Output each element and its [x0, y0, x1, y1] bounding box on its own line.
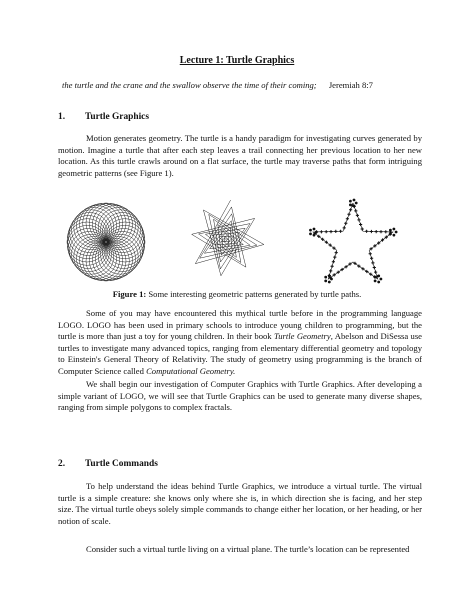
section-heading-1: [58, 112, 149, 122]
book-title: Turtle Geometry: [273, 331, 331, 342]
paragraph-4: [58, 481, 422, 527]
circle-rosette-figure: [67, 203, 145, 281]
section-number-1: 1.: [58, 112, 66, 122]
section-number-2: 2.: [58, 459, 66, 469]
paragraph-3: [58, 379, 422, 414]
paragraph-5-text: Consider such a virtual turtle living on a virtual plane. The turtle’s location can be represented: [86, 544, 410, 554]
paragraph-3-text: We shall begin our investigation of Computer Graphics with Turtle Graphics. After developing a simple variant of LOGO, we will see that Turtle Graphics can be used to generate many diverse shapes, ranging from simple polygons to complex fractals.: [58, 379, 422, 413]
paragraph-1: [58, 133, 422, 179]
figure-1-caption: [0, 289, 474, 299]
polygon-spiral-figure: [192, 200, 264, 276]
paragraph-1-text: Motion generates geometry. The turtle is a handy paradigm for investigating curves generated by motion. Imagine a turtle that after each step leaves a trail connecting her previous location to her new location. As this turtle crawls around on a flat surface, the turtle may traverse paths that form intriguing geometric patterns (see Figure 1).: [58, 133, 422, 178]
field-name: Computational Geometry.: [146, 365, 236, 376]
paragraph-2-text-b: , Abelson and DiSessa use turtles to investigate many advanced topics, ranging from elementary differential geometry and topology to Einstein's General Theory of Relativity. The study of geometry using programming is the branch of Computer Science called: [58, 331, 422, 376]
paragraph-4-text: To help understand the ideas behind Turtle Graphics, we introduce a virtual turtle. The virtual turtle is a simple creature: she knows only where she is, in which direction she is facing, and her step size. The virtual turtle obeys solely simple commands to change either her location, or her heading, or her notion of scale.: [58, 481, 422, 526]
fractal-star-figure: [309, 199, 397, 283]
figure-1-caption-text: Some interesting geometric patterns generated by turtle paths.: [148, 289, 362, 299]
figure-1-graphics: [58, 197, 422, 287]
epigraph-quote: the turtle and the crane and the swallow observe the time of their coming;: [62, 80, 317, 90]
figure-1: [58, 197, 422, 287]
page-title: Lecture 1: Turtle Graphics: [179, 55, 295, 66]
section-heading-2: [58, 459, 158, 469]
paragraph-2-text-a: Some of you may have encountered this mythical turtle before in the programming language LOGO. LOGO has been used in primary schools to introduce young children to programming, but the turtle is more than just a toy for young children. In their book: [58, 308, 422, 342]
section-title-2: Turtle Commands: [85, 459, 158, 469]
paragraph-2: [58, 308, 422, 378]
paragraph-5: [58, 544, 422, 556]
section-title-1: Turtle Graphics: [85, 112, 149, 122]
epigraph: [62, 80, 432, 90]
figure-1-label: Figure 1:: [112, 289, 147, 299]
epigraph-citation: Jeremiah 8:7: [328, 80, 373, 90]
